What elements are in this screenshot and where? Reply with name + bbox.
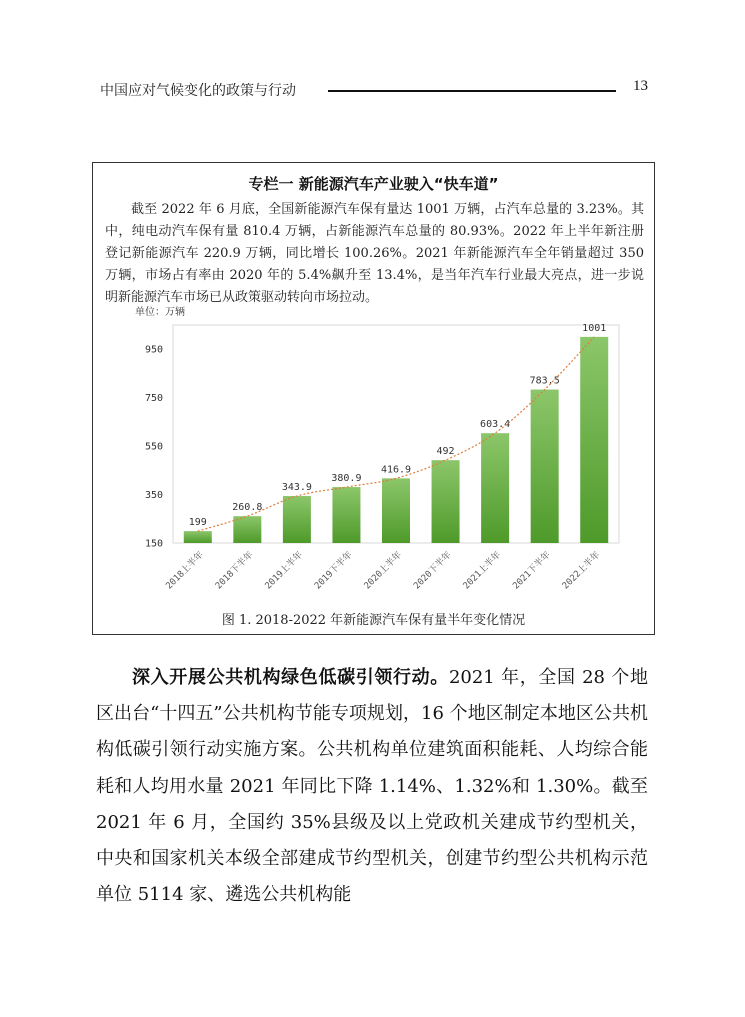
x-tick-label: 2022上半年 (560, 550, 603, 592)
bar-2020上半年 (382, 478, 410, 543)
body-paragraph (96, 660, 648, 913)
bar-2022上半年 (580, 337, 608, 543)
y-tick-label: 950 (144, 344, 163, 356)
bar-2018上半年 (184, 531, 212, 543)
box-title: 专栏一 新能源汽车产业驶入“快车道” (248, 175, 499, 193)
bar-2021下半年 (531, 390, 559, 543)
y-tick-label: 350 (144, 490, 163, 502)
y-tick-label: 750 (144, 393, 163, 405)
figure-caption: 图 1. 2018-2022 年新能源汽车保有量半年变化情况 (221, 613, 526, 628)
x-tick-label: 2019上半年 (263, 550, 306, 592)
y-tick-label: 550 (144, 441, 163, 453)
y-tick-label: 150 (144, 538, 163, 550)
page-number: 13 (633, 78, 648, 94)
x-tick-label: 2019下半年 (313, 550, 355, 592)
sidebar-box (92, 162, 655, 635)
bar-2021上半年 (481, 433, 509, 543)
x-tick-label: 2018下半年 (213, 550, 256, 592)
x-tick-label: 2020下半年 (412, 550, 454, 592)
chart-unit-label: 单位：万辆 (135, 307, 185, 318)
value-label: 343.9 (281, 482, 312, 494)
value-label: 783.5 (529, 375, 560, 387)
x-tick-label: 2018上半年 (164, 550, 206, 592)
x-tick-label: 2020上半年 (362, 550, 405, 592)
bar-2018下半年 (233, 516, 261, 543)
page-header (100, 78, 648, 104)
running-title: 中国应对气候变化的政策与行动 (100, 83, 296, 99)
x-tick-label: 2021上半年 (461, 550, 504, 592)
header-rule (328, 90, 616, 92)
bar-2020下半年 (432, 460, 460, 543)
value-label: 260.8 (232, 502, 263, 514)
box-paragraph: 截至 2022 年 6 月底，全国新能源汽车保有量达 1001 万辆，占汽车总量的 3.23%。其中，纯电动汽车保有量 810.4 万辆，占新能源汽车总量的 80.93%。2022 年上半年新注册登记新能源汽车 220.9 万辆，同比增长 100.26%。2021 年新能源汽车全年销量超过 350 万辆，市场占有率由 2020 年的 5.4%飙升至 13.4%，是当年汽车行业最大亮点，进一步说明新能源汽车市场已从政策驱动转向市场拉动。 (105, 202, 644, 305)
body-text (96, 660, 648, 913)
x-tick-label: 2021下半年 (511, 550, 553, 592)
value-label: 380.9 (331, 473, 362, 485)
bar-2019上半年 (283, 496, 311, 543)
bar-chart (93, 303, 654, 603)
body-sentence: 2021 年，全国 28 个地区出台“十四五”公共机构节能专项规划，16 个地区制定本地区公共机构低碳引领行动实施方案。公共机构单位建筑面积能耗、人均综合能耗和人均用水量 2021 年同比下降 1.14%、1.32%和 1.30%。截至 2021 年 6 月，全国约 35%县级及以上党政机关建成节约型机关，中央和国家机关本级全部建成节约型机关，创建节约型公共机构示范单位 5114 家、遴选公共机构能 (96, 667, 648, 906)
value-label: 603.4 (480, 419, 511, 431)
bar-2019下半年 (332, 487, 360, 543)
value-label: 1001 (582, 322, 607, 334)
value-label: 416.9 (380, 464, 412, 476)
value-label: 199 (188, 517, 207, 529)
value-label: 492 (436, 446, 455, 458)
lead-sentence: 深入开展公共机构绿色低碳引领行动。 (132, 667, 449, 688)
